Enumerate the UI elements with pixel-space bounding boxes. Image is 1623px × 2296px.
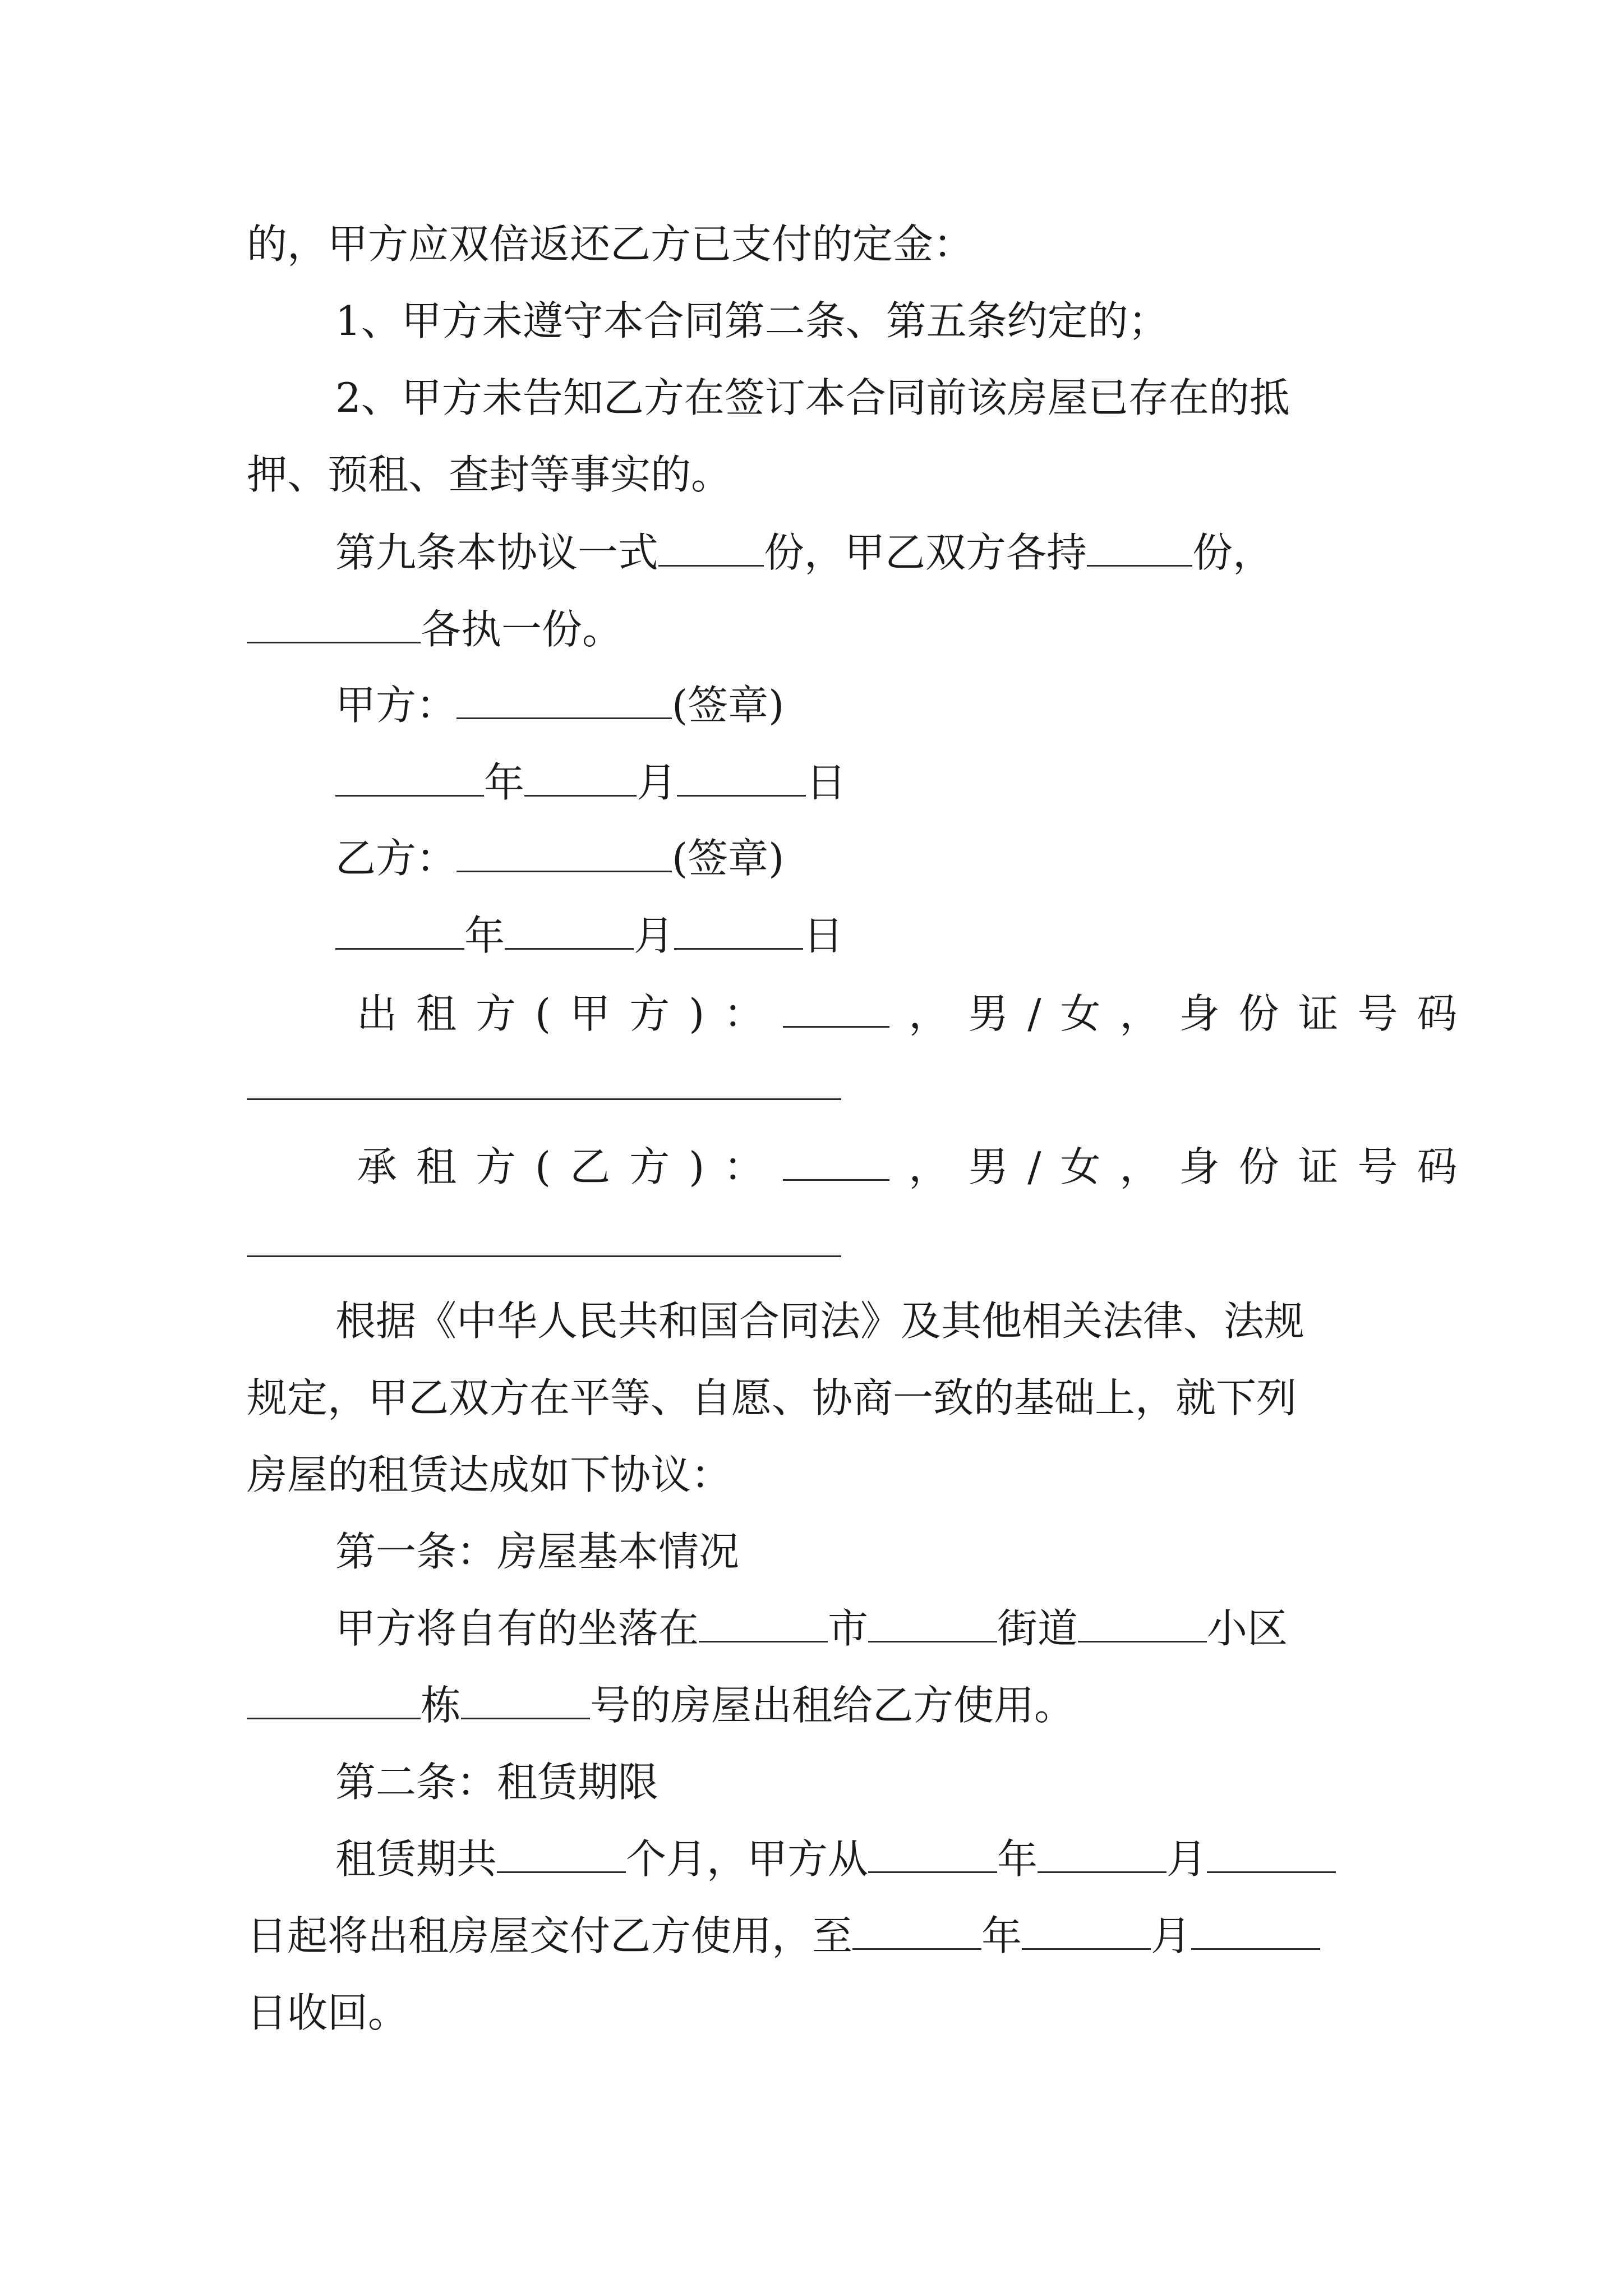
unit-blank[interactable] (461, 1680, 590, 1719)
lessor-line (357, 983, 1623, 1045)
end-day-blank[interactable] (1191, 1910, 1320, 1950)
lessor-id-blank[interactable] (247, 1098, 841, 1100)
lessee-name-blank[interactable] (783, 1141, 889, 1181)
text-line: 1、甲方未遵守本合同第二条、第五条约定的； (335, 297, 1169, 344)
lessor-name-blank[interactable] (783, 988, 889, 1028)
end-year-blank[interactable] (852, 1910, 981, 1950)
text: 甲方将自有的坐落在 (335, 1605, 699, 1652)
text: 日起将出租房屋交付乙方使用，至 (247, 1912, 853, 1959)
community-blank[interactable] (1078, 1603, 1207, 1642)
start-month-blank[interactable] (1038, 1833, 1166, 1873)
lease-term-line (335, 1828, 1623, 1890)
text: 承租方(乙方)： (357, 1143, 783, 1190)
party-b-signature-blank[interactable] (457, 832, 672, 872)
lessee-id-blank[interactable] (247, 1255, 841, 1257)
party-b-signature-line (335, 827, 1623, 889)
text-line: 房屋的租赁达成如下协议： (247, 1451, 732, 1498)
day-blank[interactable] (674, 910, 803, 950)
text-line: 的，甲方应双倍返还乙方已支付的定金： (247, 220, 974, 268)
day-label: 日 (803, 912, 844, 959)
month-blank[interactable] (505, 910, 634, 950)
text: ，男/女，身份证号码 (909, 1143, 1477, 1190)
text-line: 日收回。 (247, 1989, 409, 2036)
month-label: 月 (637, 759, 677, 806)
text: 租赁期共 (335, 1835, 497, 1883)
text-line: 规定，甲乙双方在平等、自愿、协商一致的基础上，就下列 (247, 1374, 1297, 1421)
lessee-line (357, 1136, 1623, 1198)
label: (签章) (672, 835, 785, 882)
building-blank[interactable] (247, 1680, 421, 1719)
party-a-signature-blank[interactable] (457, 679, 672, 719)
city-blank[interactable] (699, 1603, 828, 1642)
copies-blank[interactable] (658, 527, 764, 567)
year-label: 年 (981, 1912, 1022, 1959)
text-line: 2、甲方未告知乙方在签订本合同前该房屋已存在的抵 (335, 374, 1290, 421)
start-day-blank[interactable] (1207, 1833, 1336, 1873)
day-blank[interactable] (677, 757, 806, 797)
day-label: 日 (806, 759, 847, 806)
party-b-date-line (335, 905, 1623, 967)
month-blank[interactable] (524, 757, 637, 797)
property-location-line-2 (247, 1674, 1623, 1736)
text: 出租方(甲方)： (357, 990, 783, 1037)
month-label: 月 (1151, 1912, 1192, 1959)
copies-each-blank[interactable] (1087, 527, 1192, 567)
text: 个月，甲方从 (626, 1835, 869, 1883)
party-a-date-line (335, 752, 1623, 813)
property-location-line (335, 1598, 1623, 1659)
label: 乙方： (335, 835, 457, 882)
label: (签章) (672, 682, 785, 729)
text: 份，甲乙双方各持 (764, 529, 1087, 576)
article-nine-line (335, 522, 1623, 583)
text: 小区 (1207, 1605, 1288, 1652)
party-blank[interactable] (247, 604, 421, 643)
year-label: 年 (464, 912, 505, 959)
text-line: 根据《中华人民共和国合同法》及其他相关法律、法规 (335, 1297, 1305, 1345)
text: 市 (828, 1605, 869, 1652)
year-label: 年 (484, 759, 525, 806)
party-a-signature-line (335, 674, 1623, 736)
month-label: 月 (1166, 1835, 1207, 1883)
text: 号的房屋出租给乙方使用。 (590, 1682, 1075, 1729)
year-blank[interactable] (335, 757, 484, 797)
text: 第九条本协议一式 (335, 529, 659, 576)
text: 份， (1192, 529, 1274, 576)
text-line: 押、预租、查封等事实的。 (247, 451, 732, 498)
street-blank[interactable] (868, 1603, 997, 1642)
text: ，男/女，身份证号码 (909, 990, 1477, 1037)
months-blank[interactable] (497, 1833, 626, 1873)
label: 甲方： (335, 682, 457, 729)
text: 栋 (421, 1682, 462, 1729)
lease-term-line-2 (247, 1905, 1623, 1967)
text-line (247, 599, 1623, 660)
text: 街道 (997, 1605, 1078, 1652)
article-two-heading: 第二条：租赁期限 (335, 1759, 659, 1806)
year-blank[interactable] (335, 910, 464, 950)
end-month-blank[interactable] (1022, 1910, 1151, 1950)
month-label: 月 (634, 912, 675, 959)
article-one-heading: 第一条：房屋基本情况 (335, 1528, 740, 1575)
text: 各执一份。 (421, 606, 623, 653)
year-label: 年 (997, 1835, 1038, 1883)
start-year-blank[interactable] (868, 1833, 997, 1873)
